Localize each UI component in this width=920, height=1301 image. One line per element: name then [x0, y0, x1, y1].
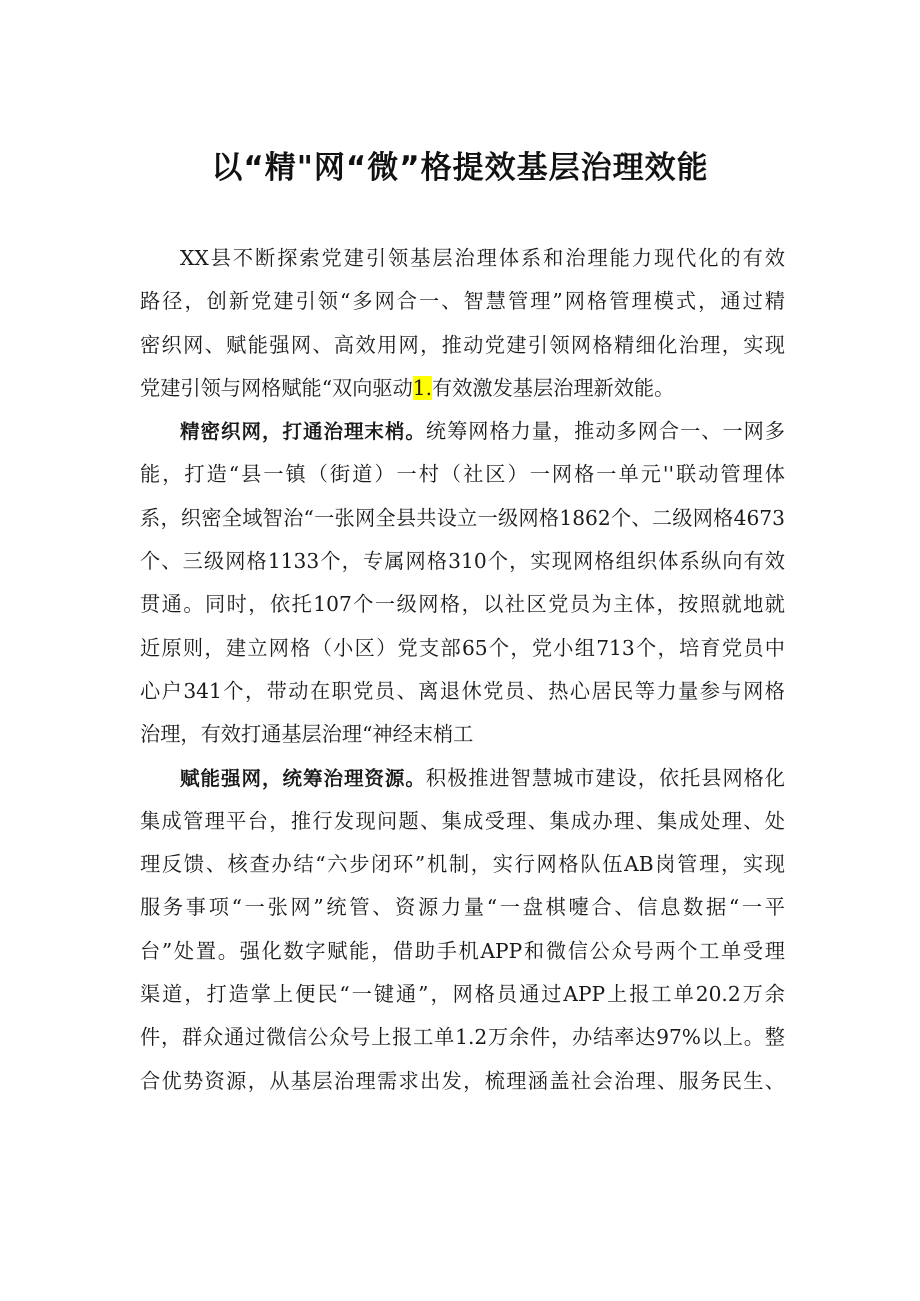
text-line: 治理，有效打通基层治理“神经末梢工	[140, 722, 474, 747]
text-line: 台”处置。强化数字赋能，借助手机APP和微信公众号两个工单受理	[140, 938, 785, 963]
text-line: 密织网、赋能强网、高效用网，推动党建引领网格精细化治理，实现	[140, 332, 785, 357]
document-title: 以“精"网“微”格提效基层治理效能	[211, 150, 709, 186]
text-line: 个、三级网格1133个，专属网格310个，实现网格组织体系纵向有效	[140, 549, 785, 574]
text-line	[140, 410, 785, 453]
text-line: 路径，创新党建引领“多网合一、智慧管理”网格管理模式，通过精	[140, 289, 785, 314]
text-line: 心户341个，带动在职党员、离退休党员、热心居民等力量参与网格	[140, 678, 785, 703]
section-heading: 精密织网，打通治理末梢。	[180, 420, 426, 444]
text-line: 集成管理平台，推行发现问题、集成受理、集成办理、集成处理、处	[140, 808, 785, 833]
text-span: 有效激发基层治理新效能。	[432, 375, 675, 400]
text-line: 服务事项“一张网”统管、资源力量“一盘棋嚏合、信息数据“一平	[140, 895, 785, 920]
section-heading: 赋能强网，统筹治理资源。	[180, 766, 426, 790]
text-line: 近原则，建立网格（小区）党支部65个，党小组713个，培育党员中	[140, 635, 785, 660]
text-line	[140, 757, 785, 800]
text-span: 积极推进智慧城市建设，依托县网格化	[425, 765, 785, 790]
text-line: 渠道，打造掌上便民“一键通”，网格员通过APP上报工单20.2万余	[140, 982, 785, 1007]
text-line: XX县不断探索党建引领基层治理体系和治理能力现代化的有效	[180, 246, 785, 270]
paragraph-section-1	[140, 410, 785, 756]
text-span: 统筹网格力量，推动多网合一、一网多	[425, 419, 785, 444]
text-line	[140, 367, 785, 410]
document-body	[140, 237, 785, 1103]
text-line: 系，织密全域智治“一张网全县共设立一级网格1862个、二级网格4673	[140, 505, 785, 530]
paragraph-intro	[140, 237, 785, 410]
text-line: 贯通。同时，依托107个一级网格，以社区党员为主体，按照就地就	[140, 592, 785, 617]
highlighted-text: 1.	[412, 375, 433, 400]
text-line: 理反馈、核查办结“六步闭环”机制，实行网格队伍AB岗管理，实现	[140, 852, 785, 877]
text-line: 件，群众通过微信公众号上报工单1.2万余件，办结率达97%以上。整	[140, 1025, 785, 1050]
text-line: 能，打造“县一镇（街道）一村（社区）一网格一单元''联动管理体	[140, 462, 785, 487]
text-span: 党建引领与网格赋能“双向驱动	[140, 375, 413, 400]
text-line: 合优势资源，从基层治理需求出发，梳理涵盖社会治理、服务民生、	[140, 1068, 785, 1093]
paragraph-section-2	[140, 757, 785, 1103]
